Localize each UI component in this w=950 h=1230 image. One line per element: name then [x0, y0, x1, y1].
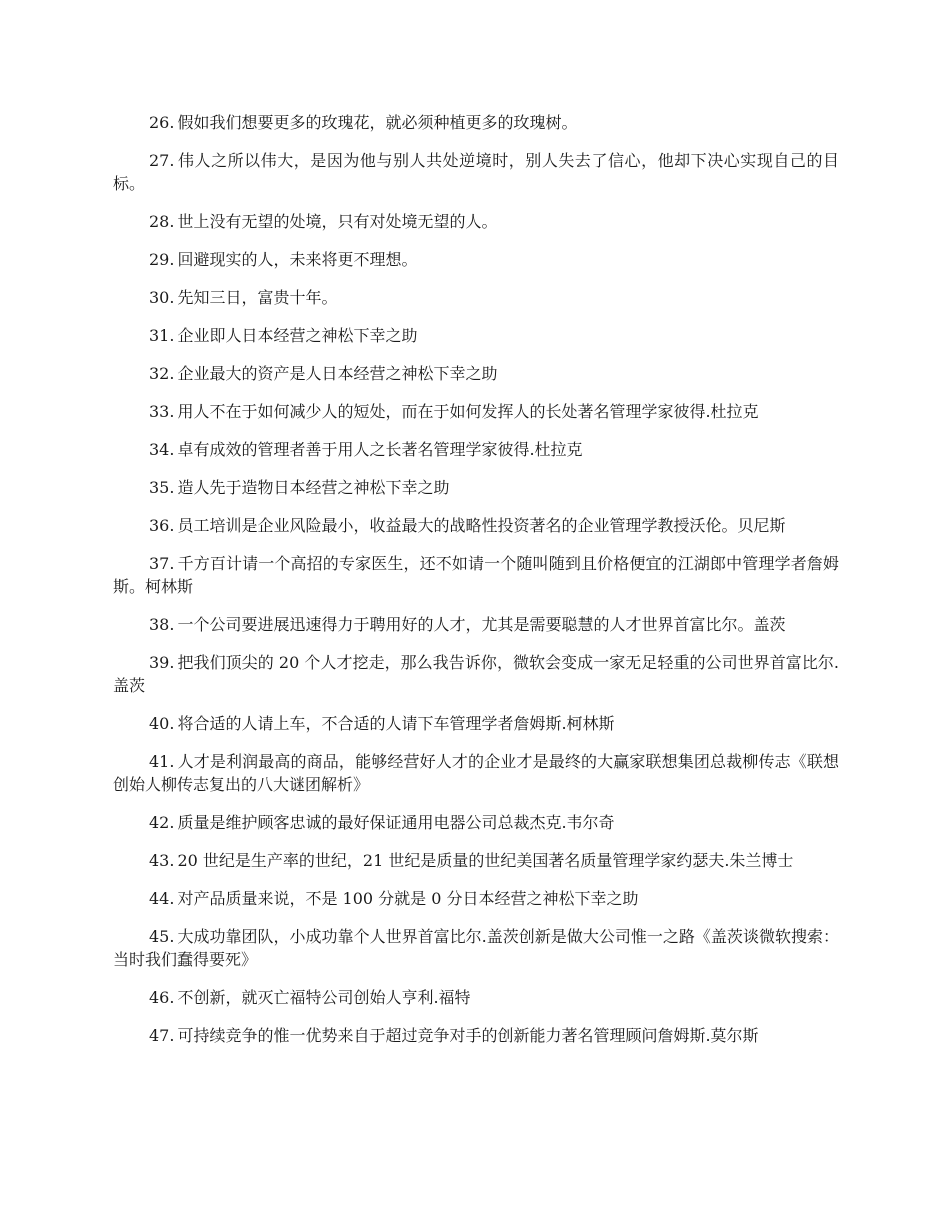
quote-item — [113, 552, 839, 598]
item-number: 30. — [149, 288, 175, 307]
quote-item — [113, 811, 839, 834]
quote-item — [113, 210, 839, 233]
item-number: 33. — [149, 402, 175, 421]
quote-item — [113, 986, 839, 1009]
item-number: 46. — [149, 988, 175, 1007]
quote-item — [113, 613, 839, 636]
quote-item — [113, 925, 839, 971]
item-text: 世上没有无望的处境，只有对处境无望的人。 — [177, 212, 498, 231]
quote-item — [113, 324, 839, 347]
quote-item — [113, 712, 839, 735]
item-text: 千方百计请一个高招的专家医生，还不如请一个随叫随到且价格便宜的江湖郎中管理学者詹姆斯。柯林斯 — [113, 554, 839, 596]
item-number: 43. — [149, 851, 175, 870]
item-number: 47. — [149, 1026, 175, 1045]
item-text: 一个公司要进展迅速得力于聘用好的人才，尤其是需要聪慧的人才世界首富比尔。盖茨 — [177, 615, 786, 634]
item-text: 将合适的人请上车，不合适的人请下车管理学者詹姆斯.柯林斯 — [177, 714, 615, 733]
quote-item — [113, 400, 839, 423]
quote-item — [113, 651, 839, 697]
item-text: 假如我们想要更多的玫瑰花，就必须种植更多的玫瑰树。 — [177, 113, 578, 132]
item-number: 37. — [149, 554, 175, 573]
quote-item — [113, 438, 839, 461]
item-number: 44. — [149, 889, 175, 908]
item-text: 员工培训是企业风险最小，收益最大的战略性投资著名的企业管理学教授沃伦。贝尼斯 — [177, 516, 786, 535]
item-text: 大成功靠团队，小成功靠个人世界首富比尔.盖茨创新是做大公司惟一之路《盖茨谈微软搜索：当时我们蠢得要死》 — [113, 927, 839, 969]
quote-item — [113, 286, 839, 309]
item-number: 26. — [149, 113, 175, 132]
item-text: 先知三日，富贵十年。 — [177, 288, 338, 307]
quote-item — [113, 111, 839, 134]
document-page — [113, 111, 839, 1062]
quote-item — [113, 849, 839, 872]
item-text: 造人先于造物日本经营之神松下幸之助 — [177, 478, 450, 497]
quote-item — [113, 362, 839, 385]
item-text: 不创新，就灭亡福特公司创始人亨利.福特 — [177, 988, 471, 1007]
quote-item — [113, 248, 839, 271]
item-number: 35. — [149, 478, 175, 497]
item-text: 伟人之所以伟大，是因为他与别人共处逆境时，别人失去了信心，他却下决心实现自己的目标。 — [113, 151, 839, 193]
item-number: 42. — [149, 813, 175, 832]
quote-item — [113, 476, 839, 499]
quote-item — [113, 887, 839, 910]
item-number: 45. — [149, 927, 175, 946]
item-number: 32. — [149, 364, 175, 383]
item-number: 38. — [149, 615, 175, 634]
item-text: 可持续竞争的惟一优势来自于超过竞争对手的创新能力著名管理顾问詹姆斯.莫尔斯 — [177, 1026, 759, 1045]
quote-item — [113, 1024, 839, 1047]
quote-item — [113, 149, 839, 195]
item-number: 36. — [149, 516, 175, 535]
item-text: 人才是利润最高的商品，能够经营好人才的企业才是最终的大赢家联想集团总裁柳传志《联想创始人柳传志复出的八大谜团解析》 — [113, 752, 839, 794]
item-number: 31. — [149, 326, 175, 345]
item-number: 27. — [149, 151, 175, 170]
item-number: 34. — [149, 440, 175, 459]
item-number: 39. — [149, 653, 175, 672]
item-text: 20 世纪是生产率的世纪，21 世纪是质量的世纪美国著名质量管理学家约瑟夫.朱兰博士 — [177, 851, 794, 870]
item-number: 41. — [149, 752, 175, 771]
item-text: 卓有成效的管理者善于用人之长著名管理学家彼得.杜拉克 — [177, 440, 583, 459]
item-text: 回避现实的人，未来将更不理想。 — [177, 250, 418, 269]
item-number: 28. — [149, 212, 175, 231]
item-number: 29. — [149, 250, 175, 269]
item-number: 40. — [149, 714, 175, 733]
item-text: 企业即人日本经营之神松下幸之助 — [177, 326, 418, 345]
item-text: 质量是维护顾客忠诚的最好保证通用电器公司总裁杰克.韦尔奇 — [177, 813, 615, 832]
item-text: 对产品质量来说，不是 100 分就是 0 分日本经营之神松下幸之助 — [177, 889, 639, 908]
quote-item — [113, 750, 839, 796]
item-text: 把我们顶尖的 20 个人才挖走，那么我告诉你，微软会变成一家无足轻重的公司世界首富比尔.盖茨 — [113, 653, 839, 695]
item-text: 企业最大的资产是人日本经营之神松下幸之助 — [177, 364, 498, 383]
item-text: 用人不在于如何减少人的短处，而在于如何发挥人的长处著名管理学家彼得.杜拉克 — [177, 402, 759, 421]
quote-item — [113, 514, 839, 537]
